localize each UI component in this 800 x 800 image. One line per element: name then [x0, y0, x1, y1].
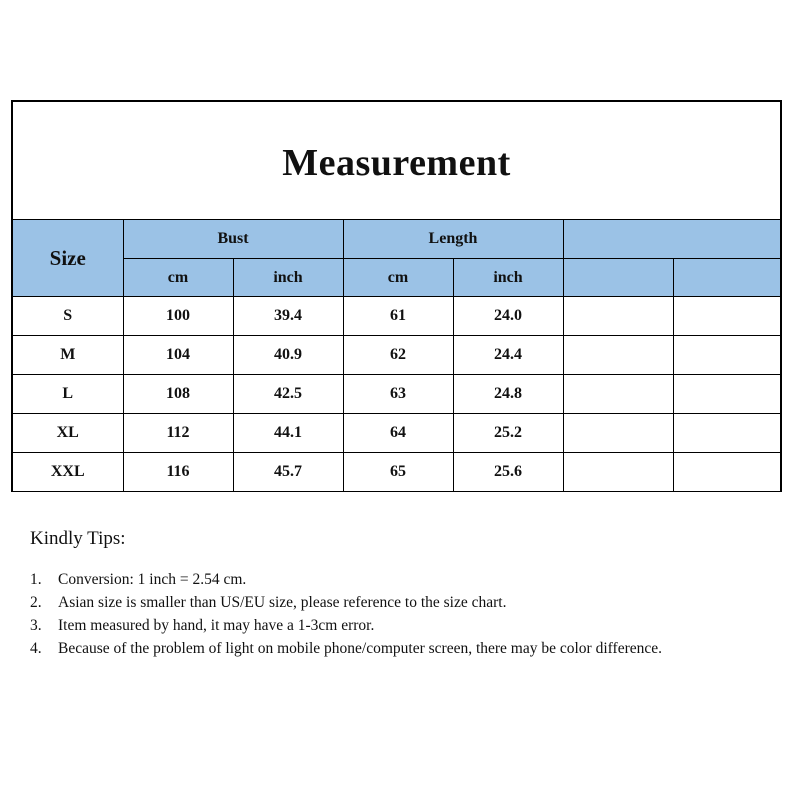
measure-cell: 44.1 — [233, 414, 343, 453]
header-row-groups — [13, 220, 780, 259]
tip-text: Conversion: 1 inch = 2.54 cm. — [58, 571, 247, 588]
measure-cell: 108 — [123, 375, 233, 414]
table-row — [13, 453, 780, 492]
table-row — [13, 375, 780, 414]
chart-title: Measurement — [282, 141, 511, 184]
size-header: Size — [13, 220, 123, 297]
unit-header — [563, 259, 673, 297]
measure-cell — [673, 375, 780, 414]
measure-cell: 42.5 — [233, 375, 343, 414]
size-cell: M — [13, 336, 123, 375]
measure-cell — [563, 297, 673, 336]
tip-number: 2. — [30, 594, 42, 611]
size-table — [13, 220, 780, 491]
tips-list — [30, 568, 710, 660]
unit-header: cm — [123, 259, 233, 297]
measure-cell: 104 — [123, 336, 233, 375]
unit-header — [673, 259, 780, 297]
measure-cell: 116 — [123, 453, 233, 492]
measure-cell — [673, 414, 780, 453]
tip-item — [30, 614, 710, 637]
tip-item — [30, 637, 710, 660]
measure-cell: 63 — [343, 375, 453, 414]
measure-cell: 65 — [343, 453, 453, 492]
measure-cell: 25.2 — [453, 414, 563, 453]
table-row — [13, 414, 780, 453]
tip-text: Because of the problem of light on mobile phone/computer screen, there may be color difference. — [58, 640, 662, 657]
measure-cell: 39.4 — [233, 297, 343, 336]
measure-cell — [563, 414, 673, 453]
measure-cell: 64 — [343, 414, 453, 453]
measure-cell — [563, 375, 673, 414]
measure-cell: 24.8 — [453, 375, 563, 414]
measure-cell: 100 — [123, 297, 233, 336]
empty-header — [563, 220, 780, 259]
measure-cell: 61 — [343, 297, 453, 336]
unit-header: cm — [343, 259, 453, 297]
tip-number: 3. — [30, 617, 42, 634]
tips-section — [30, 528, 710, 660]
size-cell: L — [13, 375, 123, 414]
measure-cell: 40.9 — [233, 336, 343, 375]
measure-cell: 24.0 — [453, 297, 563, 336]
tip-item — [30, 591, 710, 614]
measure-cell — [673, 453, 780, 492]
measure-cell — [563, 336, 673, 375]
measure-cell — [673, 336, 780, 375]
unit-header: inch — [453, 259, 563, 297]
header-row-units — [13, 259, 780, 297]
table-row — [13, 336, 780, 375]
size-cell: XXL — [13, 453, 123, 492]
measure-cell: 112 — [123, 414, 233, 453]
table-row — [13, 297, 780, 336]
measure-cell: 25.6 — [453, 453, 563, 492]
measure-cell: 62 — [343, 336, 453, 375]
measure-cell — [563, 453, 673, 492]
tip-text: Asian size is smaller than US/EU size, please reference to the size chart. — [58, 594, 507, 611]
bust-header: Bust — [123, 220, 343, 259]
size-cell: XL — [13, 414, 123, 453]
tip-item — [30, 568, 710, 591]
size-cell: S — [13, 297, 123, 336]
measure-cell: 24.4 — [453, 336, 563, 375]
tip-number: 4. — [30, 640, 42, 657]
length-header: Length — [343, 220, 563, 259]
tip-text: Item measured by hand, it may have a 1-3cm error. — [58, 617, 375, 634]
size-chart — [11, 100, 782, 492]
measure-cell — [673, 297, 780, 336]
unit-header: inch — [233, 259, 343, 297]
title-row — [13, 102, 780, 220]
tip-number: 1. — [30, 571, 42, 588]
tips-title: Kindly Tips: — [30, 528, 126, 549]
measure-cell: 45.7 — [233, 453, 343, 492]
